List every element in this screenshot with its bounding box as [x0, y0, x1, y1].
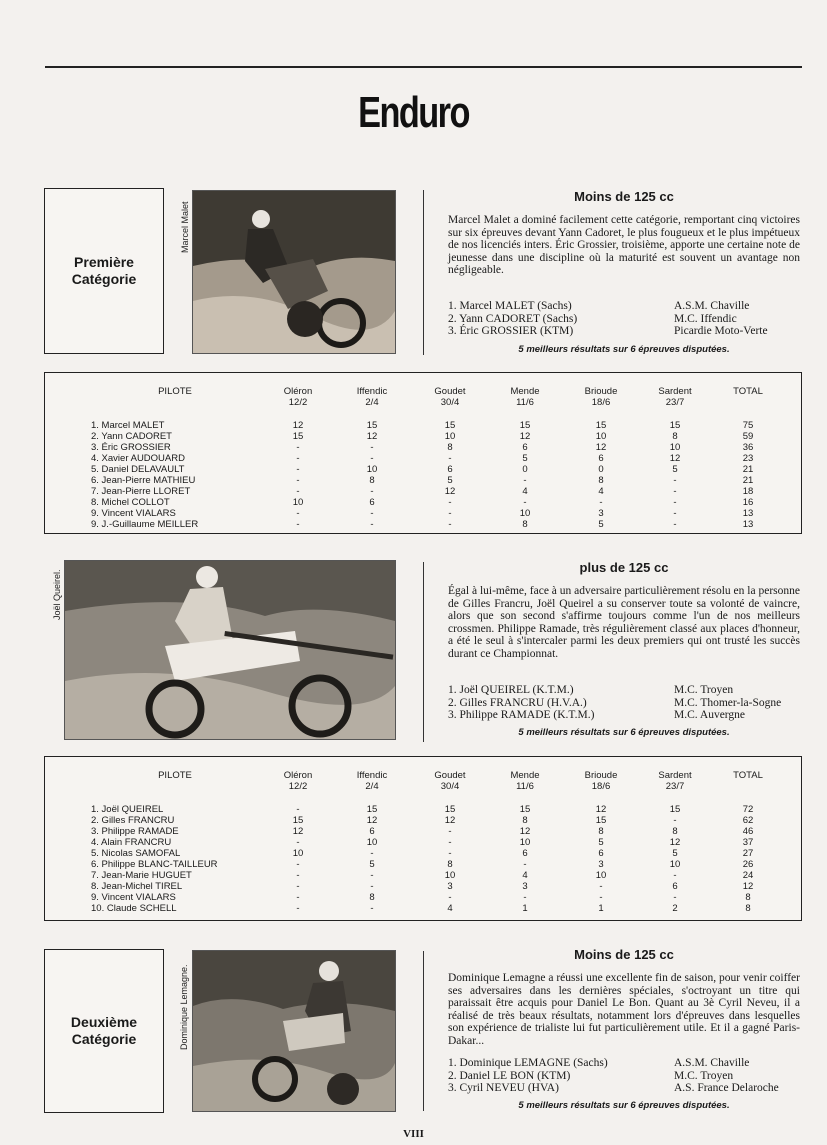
score-cell: -	[370, 519, 374, 530]
result-row	[448, 300, 800, 313]
score-cell: -	[370, 870, 374, 881]
pilot-name: 5. Daniel DELAVAULT	[91, 464, 185, 475]
score-cell: 15	[519, 420, 531, 431]
score-cell: 10	[292, 848, 304, 859]
total-cell: 37	[742, 837, 754, 848]
score-cell: -	[296, 453, 300, 464]
table-row	[45, 431, 801, 442]
score-cell: -	[296, 508, 300, 519]
total-cell: 27	[742, 848, 754, 859]
results-list	[448, 684, 800, 722]
header-label: Mende	[510, 770, 540, 781]
score-cell: 10	[519, 508, 531, 519]
score-cell: -	[370, 442, 374, 453]
column-header	[410, 387, 490, 408]
header-date: 23/7	[665, 780, 685, 792]
photo-caption: Joël Queirel.	[52, 569, 62, 620]
result-club: A.S. France Delaroche	[674, 1082, 779, 1094]
score-cell: 15	[519, 804, 531, 815]
result-row	[448, 709, 800, 722]
total-cell: 72	[742, 804, 754, 815]
standings-table-1	[44, 372, 802, 534]
header-date: 23/7	[665, 396, 685, 408]
total-cell: 13	[742, 519, 754, 530]
score-cell: 5	[522, 453, 528, 464]
table-row	[45, 837, 801, 848]
score-cell: 6	[598, 848, 604, 859]
score-cell: 15	[595, 420, 607, 431]
score-cell: 15	[444, 420, 456, 431]
total-cell: 24	[742, 870, 754, 881]
column-header	[561, 387, 641, 408]
results-list	[448, 1057, 800, 1095]
score-cell: -	[296, 519, 300, 530]
score-cell: 10	[519, 837, 531, 848]
header-label: Sardent	[658, 770, 692, 781]
result-club: M.C. Troyen	[674, 684, 734, 696]
section-heading: Moins de 125 cc	[574, 189, 674, 204]
score-cell: 8	[369, 892, 375, 903]
header-label: Brioude	[584, 770, 618, 781]
score-cell: -	[370, 903, 374, 914]
score-cell: -	[448, 892, 452, 903]
score-cell: 12	[292, 826, 304, 837]
table-row	[45, 804, 801, 815]
score-cell: 6	[672, 881, 678, 892]
results-note: 5 meilleurs résultats sur 6 épreuves disputées.	[518, 727, 730, 738]
score-cell: 10	[292, 497, 304, 508]
column-header	[135, 771, 215, 782]
category-box-deuxieme	[44, 949, 164, 1113]
section-heading: plus de 125 cc	[579, 560, 669, 575]
column-header	[485, 771, 565, 792]
header-date: 18/6	[591, 396, 611, 408]
table-row	[45, 464, 801, 475]
score-cell: 5	[598, 519, 604, 530]
top-rule	[45, 66, 802, 68]
header-date: 30/4	[440, 780, 460, 792]
result-name: 2. Gilles FRANCRU (H.V.A.)	[448, 696, 587, 709]
header-label: Sardent	[658, 386, 692, 397]
score-cell: 15	[292, 431, 304, 442]
score-cell: 10	[444, 431, 456, 442]
score-cell: -	[673, 519, 677, 530]
score-cell: 8	[598, 826, 604, 837]
score-cell: -	[673, 508, 677, 519]
score-cell: 15	[366, 804, 378, 815]
pilot-name: 3. Philippe RAMADE	[91, 826, 179, 837]
table-row	[45, 486, 801, 497]
result-row	[448, 325, 800, 338]
result-row	[448, 697, 800, 710]
pilot-name: 1. Marcel MALET	[91, 420, 165, 431]
photo-joel-queirel	[64, 560, 396, 740]
score-cell: 5	[672, 848, 678, 859]
score-cell: 10	[595, 870, 607, 881]
score-cell: 1	[522, 903, 528, 914]
score-cell: 12	[444, 815, 456, 826]
score-cell: -	[523, 475, 527, 486]
score-cell: -	[370, 508, 374, 519]
score-cell: -	[523, 892, 527, 903]
pilot-name: 9. Vincent VIALARS	[91, 892, 176, 903]
header-label: Oléron	[283, 770, 313, 781]
header-date: 11/6	[516, 780, 534, 792]
pilot-name: 7. Jean-Pierre LLORET	[91, 486, 191, 497]
pilot-name: 8. Michel COLLOT	[91, 497, 170, 508]
score-cell: 8	[369, 475, 375, 486]
score-cell: 15	[669, 804, 681, 815]
score-cell: 6	[522, 442, 528, 453]
table-row	[45, 848, 801, 859]
column-header	[332, 387, 412, 408]
score-cell: 10	[366, 464, 378, 475]
score-cell: 12	[366, 431, 378, 442]
result-club: A.S.M. Chaville	[674, 300, 750, 312]
score-cell: 3	[447, 881, 453, 892]
result-name: 2. Daniel LE BON (KTM)	[448, 1069, 571, 1082]
total-cell: 21	[742, 464, 754, 475]
score-cell: -	[296, 804, 300, 815]
total-cell: 13	[742, 508, 754, 519]
score-cell: -	[673, 815, 677, 826]
divider	[423, 190, 424, 355]
score-cell: -	[448, 453, 452, 464]
table-row	[45, 892, 801, 903]
table-row	[45, 453, 801, 464]
column-header	[135, 387, 215, 398]
score-cell: 8	[522, 519, 528, 530]
header-date: 2/4	[365, 396, 379, 408]
column-header	[258, 771, 338, 792]
score-cell: 12	[595, 442, 607, 453]
result-name: 1. Dominique LEMAGNE (Sachs)	[448, 1057, 608, 1069]
pilot-name: 4. Alain FRANCRU	[91, 837, 172, 848]
score-cell: 8	[447, 442, 453, 453]
score-cell: 4	[522, 486, 528, 497]
total-cell: 59	[742, 431, 754, 442]
section-text: Égal à lui-même, face à un adversaire particulièrement résolu en la personne de Gilles Francru, Joël Queirel a su conserver toute sa volonté de vaincre, alors que son second s'affirme toujours comme l'un de nos meilleurs crossmen. Philippe Ramade, très régulièrement classé aux places d'honneur, a été le seul à s'intercaler parmi les deux premiers qui ont trusté les succès durant ce Championnat.	[448, 585, 800, 660]
photo-marcel-malet	[192, 190, 396, 354]
score-cell: -	[296, 837, 300, 848]
header-date: 30/4	[440, 396, 460, 408]
table-row	[45, 420, 801, 431]
pilot-name: 2. Yann CADORET	[91, 431, 172, 442]
score-cell: 6	[369, 497, 375, 508]
score-cell: -	[296, 870, 300, 881]
total-cell: 21	[742, 475, 754, 486]
score-cell: 10	[669, 859, 681, 870]
score-cell: 10	[366, 837, 378, 848]
score-cell: -	[673, 892, 677, 903]
table-row	[45, 508, 801, 519]
score-cell: -	[296, 859, 300, 870]
score-cell: -	[599, 892, 603, 903]
section-text: Marcel Malet a dominé facilement cette catégorie, remportant cinq victoires sur six épreuves devant Yann Cadoret, le plus fougueux et le plus impétueux de nos licenciés inters. Éric Grossier, troisième, apporte une certaine note de jeunesse dans une discipline où la maturité est souvent un avantage non négligeable.	[448, 214, 800, 276]
score-cell: 15	[292, 815, 304, 826]
score-cell: 5	[672, 464, 678, 475]
score-cell: -	[296, 464, 300, 475]
header-date: 18/6	[591, 780, 611, 792]
result-name: 3. Cyril NEVEU (HVA)	[448, 1082, 559, 1094]
score-cell: -	[523, 497, 527, 508]
table-row	[45, 903, 801, 914]
score-cell: 5	[447, 475, 453, 486]
result-club: Picardie Moto-Verte	[674, 325, 768, 337]
score-cell: 8	[672, 826, 678, 837]
score-cell: -	[673, 497, 677, 508]
header-label: PILOTE	[158, 386, 192, 397]
pilot-name: 6. Philippe BLANC-TAILLEUR	[91, 859, 218, 870]
divider	[423, 951, 424, 1111]
result-name: 3. Éric GROSSIER (KTM)	[448, 325, 574, 337]
column-header	[635, 387, 715, 408]
total-cell: 46	[742, 826, 754, 837]
score-cell: 12	[595, 804, 607, 815]
page-title: Enduro	[358, 88, 469, 137]
score-cell: -	[599, 881, 603, 892]
category-box-premiere	[44, 188, 164, 354]
score-cell: 8	[447, 859, 453, 870]
score-cell: 8	[522, 815, 528, 826]
score-cell: 0	[598, 464, 604, 475]
score-cell: -	[448, 519, 452, 530]
result-name: 3. Philippe RAMADE (K.T.M.)	[448, 709, 595, 721]
score-cell: -	[296, 903, 300, 914]
pilot-name: 5. Nicolas SAMOFAL	[91, 848, 181, 859]
score-cell: -	[296, 892, 300, 903]
header-label: PILOTE	[158, 770, 192, 781]
result-name: 2. Yann CADORET (Sachs)	[448, 312, 578, 325]
score-cell: 15	[595, 815, 607, 826]
score-cell: 6	[522, 848, 528, 859]
score-cell: 12	[519, 826, 531, 837]
column-header	[561, 771, 641, 792]
score-cell: 12	[292, 420, 304, 431]
result-row	[448, 684, 800, 697]
score-cell: -	[673, 870, 677, 881]
score-cell: 12	[366, 815, 378, 826]
total-cell: 12	[742, 881, 754, 892]
column-header	[635, 771, 715, 792]
column-header	[708, 387, 788, 398]
table-row	[45, 815, 801, 826]
pilot-name: 7. Jean-Marie HUGUET	[91, 870, 192, 881]
divider	[423, 562, 424, 742]
score-cell: -	[370, 848, 374, 859]
result-row	[448, 1070, 800, 1083]
total-cell: 8	[745, 903, 751, 914]
pilot-name: 1. Joël QUEIREL	[91, 804, 164, 815]
results-list	[448, 300, 800, 338]
table-row	[45, 859, 801, 870]
pilot-name: 2. Gilles FRANCRU	[91, 815, 175, 826]
photo-caption: Dominique Lemagne.	[179, 964, 189, 1050]
pilot-name: 10. Claude SCHELL	[91, 903, 177, 914]
score-cell: 5	[598, 837, 604, 848]
pilot-name: 8. Jean-Michel TIREL	[91, 881, 183, 892]
category-label: Première Catégorie	[71, 254, 137, 287]
header-date: 12/2	[288, 780, 308, 792]
score-cell: 5	[369, 859, 375, 870]
score-cell: 4	[598, 486, 604, 497]
table-row	[45, 826, 801, 837]
score-cell: -	[370, 881, 374, 892]
score-cell: 15	[669, 420, 681, 431]
score-cell: 12	[669, 837, 681, 848]
header-label: Brioude	[584, 386, 618, 397]
category-label: Deuxième Catégorie	[70, 1014, 138, 1047]
section-text: Dominique Lemagne a réussi une excellente fin de saison, pour venir coiffer ses adversaires dans les dernières spéciales, s'octroyant un titre qui paraissait être acquis pour Daniel Le Bon. Quant au 3è Cyril Neveu, il a réalisé de très beaux résultats, notamment lors d'épreuves dans lesquelles son expérience de trialiste lui fut particulièrement utile. Et il a gagné Paris-Dakar...	[448, 972, 800, 1047]
table-row	[45, 475, 801, 486]
score-cell: -	[448, 508, 452, 519]
result-row	[448, 313, 800, 326]
total-cell: 36	[742, 442, 754, 453]
score-cell: -	[673, 475, 677, 486]
score-cell: -	[599, 497, 603, 508]
pilot-name: 9. J.-Guillaume MEILLER	[91, 519, 199, 530]
score-cell: 12	[444, 486, 456, 497]
score-cell: 10	[595, 431, 607, 442]
score-cell: 15	[366, 420, 378, 431]
table-row	[45, 497, 801, 508]
column-header	[410, 771, 490, 792]
table-row	[45, 442, 801, 453]
score-cell: 4	[522, 870, 528, 881]
score-cell: 10	[669, 442, 681, 453]
header-label: Mende	[510, 386, 540, 397]
pilot-name: 3. Éric GROSSIER	[91, 442, 171, 453]
score-cell: 10	[444, 870, 456, 881]
score-cell: 8	[672, 431, 678, 442]
pilot-name: 9. Vincent VIALARS	[91, 508, 176, 519]
score-cell: -	[448, 837, 452, 848]
score-cell: 4	[447, 903, 453, 914]
result-row	[448, 1057, 800, 1070]
score-cell: 12	[669, 453, 681, 464]
score-cell: 1	[598, 903, 604, 914]
score-cell: -	[370, 486, 374, 497]
column-header	[258, 387, 338, 408]
result-club: M.C. Troyen	[674, 1069, 734, 1082]
score-cell: -	[673, 486, 677, 497]
score-cell: 3	[522, 881, 528, 892]
page-number: VIII	[403, 1128, 424, 1140]
score-cell: -	[296, 442, 300, 453]
score-cell: 6	[598, 453, 604, 464]
standings-table-2	[44, 756, 802, 921]
total-cell: 75	[742, 420, 754, 431]
total-cell: 26	[742, 859, 754, 870]
pilot-name: 4. Xavier AUDOUARD	[91, 453, 185, 464]
photo-caption: Marcel Malet	[180, 201, 190, 253]
results-note: 5 meilleurs résultats sur 6 épreuves disputées.	[518, 344, 730, 355]
result-club: M.C. Thomer-la-Sogne	[674, 696, 782, 709]
score-cell: -	[370, 453, 374, 464]
score-cell: 0	[522, 464, 528, 475]
header-label: Goudet	[434, 386, 466, 397]
header-label: Iffendic	[356, 386, 388, 397]
table-row	[45, 870, 801, 881]
result-club: A.S.M. Chaville	[674, 1057, 750, 1069]
total-cell: 16	[742, 497, 754, 508]
table-row	[45, 881, 801, 892]
header-label: Goudet	[434, 770, 466, 781]
header-date: 2/4	[365, 780, 379, 792]
score-cell: 2	[672, 903, 678, 914]
header-label: Iffendic	[356, 770, 388, 781]
results-note: 5 meilleurs résultats sur 6 épreuves disputées.	[518, 1100, 730, 1111]
total-cell: 8	[745, 892, 751, 903]
header-label: TOTAL	[733, 386, 763, 397]
result-club: M.C. Auvergne	[674, 709, 746, 721]
result-name: 1. Joël QUEIREL (K.T.M.)	[448, 684, 574, 696]
score-cell: -	[296, 486, 300, 497]
score-cell: -	[448, 848, 452, 859]
score-cell: -	[523, 859, 527, 870]
score-cell: 12	[519, 431, 531, 442]
column-header	[332, 771, 412, 792]
total-cell: 18	[742, 486, 754, 497]
score-cell: -	[296, 881, 300, 892]
column-header	[485, 387, 565, 408]
photo-dominique-lemagne	[192, 950, 396, 1112]
score-cell: 15	[444, 804, 456, 815]
header-date: 12/2	[288, 396, 308, 408]
result-club: M.C. Iffendic	[674, 312, 737, 325]
total-cell: 23	[742, 453, 754, 464]
score-cell: 6	[369, 826, 375, 837]
table-row	[45, 519, 801, 530]
result-row	[448, 1082, 800, 1095]
column-header	[708, 771, 788, 782]
section-heading: Moins de 125 cc	[574, 947, 674, 962]
score-cell: 3	[598, 508, 604, 519]
score-cell: 3	[598, 859, 604, 870]
header-date: 11/6	[516, 396, 534, 408]
result-name: 1. Marcel MALET (Sachs)	[448, 300, 572, 312]
header-label: Oléron	[283, 386, 313, 397]
score-cell: -	[448, 826, 452, 837]
score-cell: -	[296, 475, 300, 486]
total-cell: 62	[742, 815, 754, 826]
header-label: TOTAL	[733, 770, 763, 781]
pilot-name: 6. Jean-Pierre MATHIEU	[91, 475, 196, 486]
score-cell: 8	[598, 475, 604, 486]
score-cell: -	[448, 497, 452, 508]
score-cell: 6	[447, 464, 453, 475]
